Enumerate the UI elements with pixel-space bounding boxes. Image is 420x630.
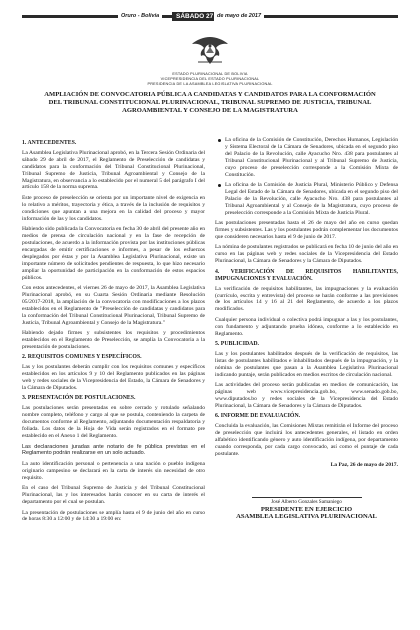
list-item: La oficina de la Comisión de Constitución, Derechos Humanos, Legislación y Sistema Electoral de la Cámara de Senadores, ubicada en el segundo piso del Palacio de la Revolución, calle Ayacucho Nro. 438 para postulantes al Tribunal Constitucional Plurinacional y al Tribunal Supremo de Justicia, cuyo proceso de preselección corresponde a la Comisión Mixta de Constitución. [215,137,398,178]
paragraph: Concluida la evaluación, las Comisiones Mixtas remitirán el Informe del proceso de preselección que incluirá los antecedentes generales, el listado en orden alfabético identificando género y auto identificación indígena, por departamento cuando corresponda, por cada cargo convocado, así como el puntaje de cada postulante. [215,423,398,457]
signature-block [215,497,398,521]
section-3-heading: 3. PRESENTACIÓN DE POSTULACIONES. [22,395,136,402]
announcement-title: AMPLIACIÓN DE CONVOCATORIA PÚBLICA A CANDIDATAS Y CANDIDATOS PARA LA CONFORMACIÓN DEL TRIBUNAL CONSTITUCIONAL PLURINACIONAL, TRIBUNAL SUPREMO DE JUSTICIA, TRIBUNAL AGROAMBIENTAL Y CONSEJO DE LA MAGISTRATURA [44,91,376,115]
left-column [22,137,205,527]
header-day: SÁBADO 27 [172,12,217,21]
list-item: La oficina de la Comisión de Justicia Plural, Ministerio Público y Defensa Legal del Estado de la Cámara de Senadores, ubicada en el segundo piso del Palacio de la Revolución, calle Ayacucho Nro. 438 para postulantes al Tribunal Agroambiental y al Consejo de la Magistratura, cuyo proceso de preselección corresponde a la Comisión Mixta de Justicia Plural. [215,182,398,217]
paragraph: Las y los postulantes habilitados después de la verificación de requisitos, las listas de postulantes habilitados e inhabilitados después de la impugnación, y la nómina de postulantes que pasan a la Asamblea Legislativa Plurinacional indicando puntaje, serán publicados en medios escritos de circulación nacional. [215,351,398,378]
signer-name: José Alberto Gonzales Samaniego [252,497,362,506]
institution-line-3: PRESIDENCIA DE LA ASAMBLEA LEGISLATIVA PLURINACIONAL [147,82,273,86]
paragraph: Habiendo dejado firmes y subsistentes los requisitos y procedimientos establecidos en el Reglamento de Preselección, se amplía la Convocatoria a la presentación de postulaciones. [22,330,205,350]
institution-line-2: VICEPRESIDENCIA DEL ESTADO PLURINACIONAL [160,77,260,81]
signer-institution: ASAMBLEA LEGISLATIVA PLURINACIONAL [236,513,377,521]
paragraph: Las y los postulantes deberán cumplir con los requisitos comunes y específicos establecidos en los artículos 9 y 10 del Reglamento publicados en las páginas web y redes sociales de la Vicepresidencia del Estado, la Cámara de Senadores y la Cámara de Diputados. [22,364,205,391]
body-columns [22,137,398,527]
signer-role: PRESIDENTE EN EJERCICIO [260,505,353,513]
paragraph: Con estos antecedentes, el viernes 26 de mayo de 2017, la Asamblea Legislativa Plurinacional aprobó, en su Cuarta Sesión Ordinaria mediante Resolución 05/2017-2018, la ampliación de la convocatoria con modificaciones a los plazos establecidos en el Reglamento de "Preselección de candidatas y candidatos para la conformación del Tribunal Constitucional Plurinacional, Tribunal Supremo de Justicia, Tribunal Agroambiental y Consejo de la Magistratura." [22,285,205,326]
paragraph: Las postulaciones serán presentadas en sobre cerrado y rotulado señalando nombre completo, teléfono y cargo al que se postula, conteniendo la carpeta de documentos conforme al Reglamento, adjuntando documentación respaldatoria y foliada. Los datos de la Hoja de Vida serán registrados en el formato pre establecido en el Anexo 1 del Reglamento. [22,405,205,439]
paragraph: Las postulaciones presentadas hasta el 26 de mayo del año en curso quedan firmes y subsistentes. Las y los postulantes podrán complementar los documentos que consideren necesarios hasta el 9 de junio de 2017. [215,220,398,240]
paragraph: Las actividades del proceso serán publicadas en medios de comunicación, las páginas web www.vicepresidencia.gob.bo, www.senado.gob.bo, www.diputados.bo y redes sociales de la Vicepresidencia del Estado Plurinacional, la Cámara de Senadores y la Cámara de Diputados. [215,382,398,409]
paragraph: En el caso del Tribunal Supremo de Justicia y del Tribunal Constitucional Plurinacional, las y los interesados harán conocer en su carta de interés el departamento por el cual se postulan. [22,485,205,506]
paragraph: Las declaraciones juradas ante notario de fe pública previstas en el Reglamento podrán realizarse en un solo actuado. [22,443,205,457]
right-column [215,137,398,527]
institution-block [0,72,420,87]
paragraph: Cualquier persona individual o colectiva podrá impugnar a las y los postulantes, con fundamento y adjuntando prueba idónea, conforme a lo establecido en Reglamento. [215,316,398,337]
section-1-heading: 1. ANTECEDENTES. [22,140,77,146]
section-6-heading: 6. INFORME DE EVALUACIÓN. [215,413,301,420]
paragraph: La nómina de postulantes registrados se publicará en fecha 10 de junio del año en curso en las páginas web y redes sociales de la Vicepresidencia del Estado Plurinacional, la Cámara de Senadores y la Cámara de Diputados. [215,244,398,265]
paragraph: La Asamblea Legislativa Plurinacional aprobó, en la Tercera Sesión Ordinaria del sábado 29 de abril de 2017, el Reglamento de Preselección de candidatas y candidatos para la conformación del Tribunal Constitucional Plurinacional, Tribunal Supremo de Justicia, Tribunal Agroambiental y Consejo de la Magistratura, en observancia a lo establecido por el numeral 5 del parágrafo I del artículo 158 de la norma suprema. [22,149,205,191]
section-2-heading: 2. REQUISITOS COMUNES Y ESPECÍFICOS. [22,354,142,361]
office-list [215,137,398,217]
paragraph: La verificación de requisitos habilitantes, las impugnaciones y la evaluación (currículo, escrita y entrevista) del proceso se harán conforme a las previsiones de los artículos 14 y 16 al 21 del Reglamento, de acuerdo a los plazos modificados. [215,285,398,313]
place-date: La Paz, 26 de mayo de 2017. [330,461,398,468]
header-place: Oruro - Bolivia [118,12,162,21]
section-4-heading: 4. VERIFICACIÓN DE REQUISITOS HABILITANTES, IMPUGNACIONES Y EVALUACIÓN. [215,268,398,282]
coat-of-arms-icon [190,34,230,68]
paragraph: La presentación de postulaciones se amplía hasta el 9 de junio del año en curso de horas 8:30 a 12:00 y de 14:30 a 19:00 en: [22,509,205,523]
paragraph: Habiendo sido publicada la Convocatoria en fecha 30 de abril del presente año en medios de prensa de circulación nacional y en la fase de recepción de postulaciones, de acuerdo a la información provista por las instituciones públicas encargadas de emitir certificaciones e informes, a pesar de los esfuerzos desplegados por éstas y por la Asamblea Legislativa Plurinacional, existe un importante número de solicitudes pendientes de respuesta, lo que hizo necesario ampliar la oportunidad de participación en la conformación de estos espacios públicos. [22,226,205,281]
section-5-heading: 5. PUBLICIDAD. [215,341,259,348]
paragraph: Este proceso de preselección se orienta por un importante nivel de exigencia en lo relativo a méritos, trayectoria y ética, a través de la inclusión de requisitos y condiciones que apuntan a una mejora en la calidad del proceso y mayor información de las y los candidatos. [22,194,205,222]
page-header-bar [22,12,398,21]
institution-line-1: ESTADO PLURINACIONAL DE BOLIVIA [172,72,248,76]
header-date: de mayo de 2017 [214,12,264,21]
paragraph: La auto identificación personal o pertenencia a una nación o pueblo indígena originario campesino se declarará en la carta de interés sin necesidad de otro requisito. [22,460,205,481]
